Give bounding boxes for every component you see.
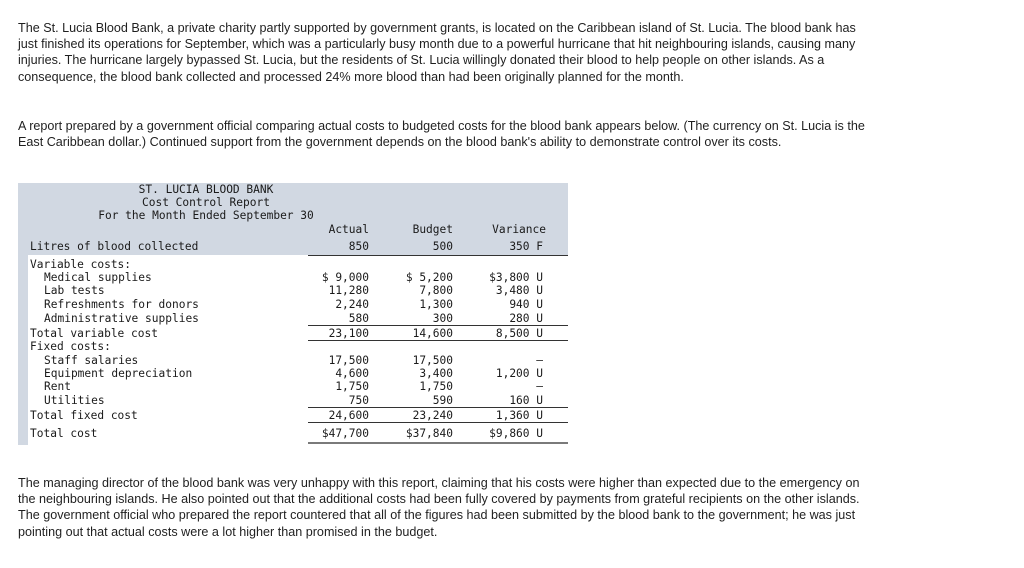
total-fixed-label: Total fixed cost	[30, 409, 138, 422]
fixed-subtotal-rule	[308, 407, 568, 408]
total-variable-label: Total variable cost	[30, 327, 158, 340]
table-row-budget: 300	[432, 312, 453, 325]
total-fixed-actual: 24,600	[328, 409, 369, 422]
table-row-variance: 940 U	[509, 298, 543, 311]
report-title: ST. LUCIA BLOOD BANK	[138, 183, 274, 196]
table-row-variance: 3,480 U	[495, 284, 543, 297]
report-note-paragraph: A report prepared by a government official comparing actual costs to budgeted costs for the blood bank appears below. (The currency on St. Lucia is the East Caribbean dollar.) Continued support from the government depends on the blood bank's ability to demonstrate control over its costs.	[18, 119, 865, 150]
litres-actual: 850	[348, 240, 369, 253]
table-row-label: Staff salaries	[44, 354, 139, 367]
table-row-variance: 1,200 U	[495, 367, 543, 380]
table-row-variance: $3,800 U	[489, 271, 543, 284]
table-row-label: Lab tests	[44, 284, 105, 297]
litres-label: Litres of blood collected	[30, 240, 199, 253]
litres-budget: 500	[432, 240, 453, 253]
total-fixed-rule	[308, 422, 568, 423]
total-cost-variance: $9,860 U	[489, 427, 543, 440]
total-fixed-budget: 23,240	[412, 409, 453, 422]
litres-underline	[308, 255, 568, 256]
table-row-actual: 1,750	[335, 380, 369, 393]
header-actual: Actual	[328, 223, 369, 236]
total-fixed-variance: 1,360 U	[495, 409, 543, 422]
total-variable-rule	[308, 340, 568, 341]
table-row-variance: –	[536, 354, 543, 367]
table-row-label: Administrative supplies	[44, 312, 199, 325]
variable-subtotal-rule	[308, 325, 568, 326]
report-side-band	[18, 255, 28, 445]
table-row-label: Rent	[44, 380, 71, 393]
table-row-budget: 590	[432, 394, 453, 407]
cost-control-report	[18, 183, 568, 445]
table-row-actual: $ 9,000	[321, 271, 369, 284]
table-row-actual: 11,280	[328, 284, 369, 297]
table-row-label: Refreshments for donors	[44, 298, 199, 311]
header-variance: Variance	[492, 223, 546, 236]
total-cost-label: Total cost	[30, 427, 98, 440]
total-cost-budget: $37,840	[405, 427, 453, 440]
grand-total-rule	[308, 442, 568, 444]
variable-costs-heading: Variable costs:	[30, 258, 132, 271]
total-variable-budget: 14,600	[412, 327, 453, 340]
table-row-variance: 160 U	[509, 394, 543, 407]
total-cost-actual: $47,700	[321, 427, 369, 440]
table-row-budget: 1,300	[419, 298, 453, 311]
table-row-label: Equipment depreciation	[44, 367, 193, 380]
litres-variance: 350 F	[509, 240, 543, 253]
fixed-costs-heading: Fixed costs:	[30, 340, 111, 353]
table-row-label: Utilities	[44, 394, 105, 407]
total-variable-actual: 23,100	[328, 327, 369, 340]
table-row-variance: –	[536, 380, 543, 393]
outcome-paragraph: The managing director of the blood bank was very unhappy with this report, claiming that his costs were higher than expected due to the emergency on the neighbouring islands. He also pointed out that the additional costs had been fully covered by payments from grateful recipients on the other islands. The government official who prepared the report countered that all of the figures had been submitted by the blood bank to the government; he was just pointing out that actual costs were a lot higher than promised in the budget.	[18, 476, 860, 539]
table-row-variance: 280 U	[509, 312, 543, 325]
table-row-budget: 1,750	[419, 380, 453, 393]
table-row-actual: 750	[348, 394, 369, 407]
table-row-actual: 580	[348, 312, 369, 325]
table-row-actual: 4,600	[335, 367, 369, 380]
table-row-label: Medical supplies	[44, 271, 152, 284]
table-row-budget: $ 5,200	[405, 271, 453, 284]
report-subtitle: Cost Control Report	[142, 196, 270, 209]
header-budget: Budget	[412, 223, 453, 236]
report-period: For the Month Ended September 30	[98, 209, 314, 222]
table-row-budget: 17,500	[412, 354, 453, 367]
total-variable-variance: 8,500 U	[495, 327, 543, 340]
table-row-actual: 2,240	[335, 298, 369, 311]
table-row-budget: 7,800	[419, 284, 453, 297]
intro-paragraph: The St. Lucia Blood Bank, a private charity partly supported by government grants, is located on the Caribbean island of St. Lucia. The blood bank has just finished its operations for September, which was a particularly busy month due to a powerful hurricane that hit neighbouring islands, causing many injuries. The hurricane largely bypassed St. Lucia, but the residents of St. Lucia willingly donated their blood to help people on other islands. As a consequence, the blood bank collected and processed 24% more blood than had been originally planned for the month.	[18, 21, 856, 84]
table-row-budget: 3,400	[419, 367, 453, 380]
table-row-actual: 17,500	[328, 354, 369, 367]
